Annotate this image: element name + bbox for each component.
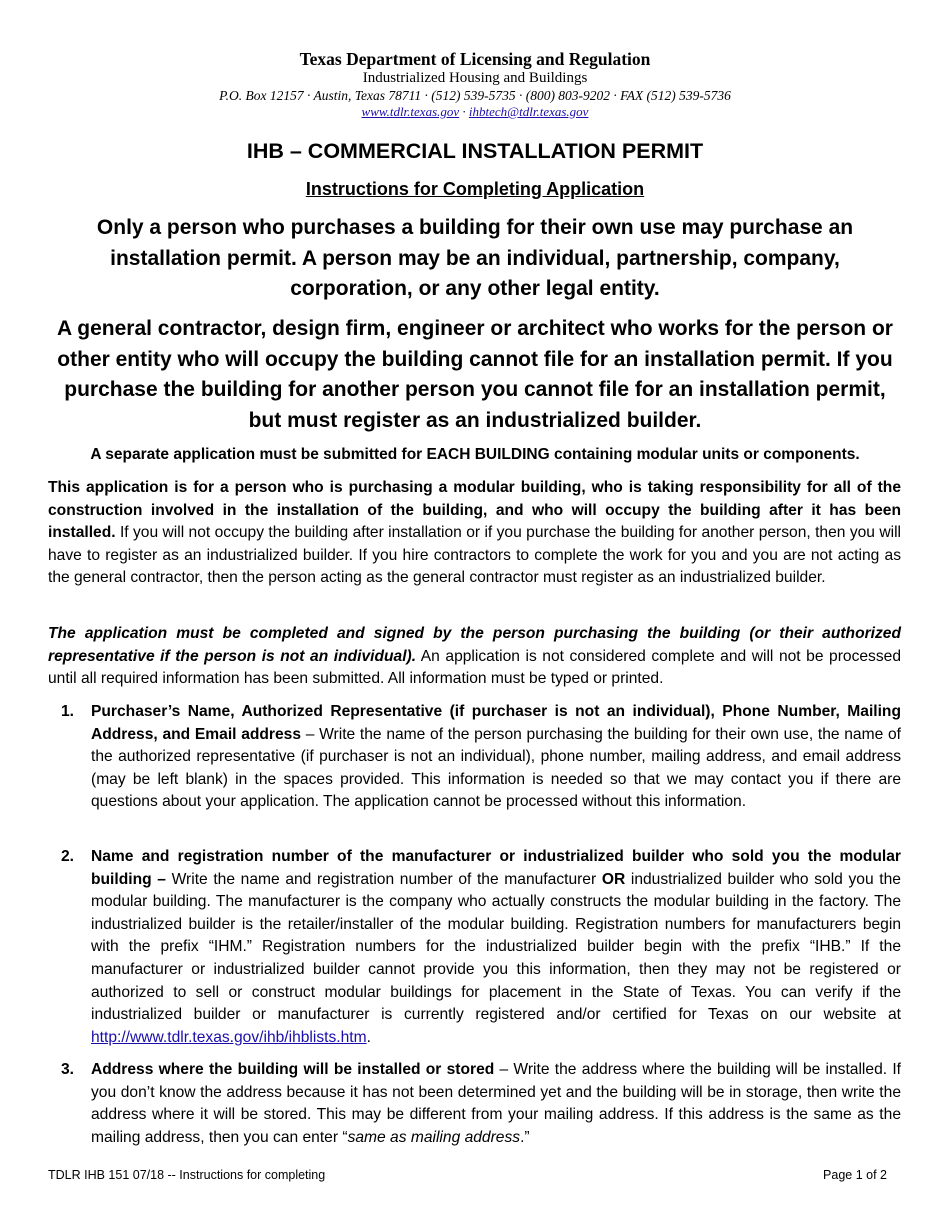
website-link[interactable]: www.tdlr.texas.gov — [361, 104, 460, 119]
list-item-number: 3. — [61, 1061, 75, 1078]
page-title: IHB – COMMERCIAL INSTALLATION PERMIT — [246, 139, 704, 163]
list-item-text: – Write the name of the person purchasing the building for their own use, the name of the authorized representative (if purchaser is not an individual), phone number, mailing address, and email address (may be left blank) in the spaces provided. This information is needed so that we may contact you if there are questions about your application. The application cannot be processed without this information. — [91, 725, 901, 811]
list-item-text: – Write the address where the building will be installed. If you don’t know the address because it has not been determined yet and the building will be in storage, then write the address where it will be stored. This may be different from your mailing address. If this address is the same as the mailing address, then you can enter “ — [91, 1061, 901, 1146]
footer-form-id: TDLR IHB 151 07/18 -- Instructions for completing — [48, 1168, 326, 1182]
eligibility-notice: Only a person who purchases a building for their own use may purchase an installation permit. A person may be an individual, partnership, company, corporation, or any other legal entity. — [96, 216, 854, 300]
list-item-heading: Purchaser’s Name, Authorized Representative (if purchaser is not an individual), Phone Number, Mailing Address, and Email address — [91, 703, 901, 743]
contractor-notice: A general contractor, design firm, engineer or architect who works for the person or other entity who will occupy the building cannot file for an installation permit. If you purchase the building for another person you cannot file for an installation permit, but must register as an industrialized builder. — [57, 317, 893, 432]
ihb-lists-link[interactable]: http://www.tdlr.texas.gov/ihb/ihblists.htm — [91, 1028, 367, 1046]
signature-text: An application is not considered complete and will not be processed until all required information has been submitted. All information must be typed or printed. — [48, 647, 901, 688]
intro-text: If you will not occupy the building after installation or if you purchase the building for another person, then you will have to register as an industrialized builder. If you hire contractors to complete the work for you and you are not acting as the general contractor, then the person acting as the general contractor must register as an industrialized builder. — [48, 524, 901, 587]
list-item — [48, 1059, 901, 1149]
list-item-number: 2. — [61, 848, 75, 865]
list-item-text: Write the name and registration number of the manufacturer — [165, 870, 602, 888]
list-item-end: . — [366, 1028, 371, 1046]
header-links — [0, 104, 950, 120]
link-separator: · — [459, 104, 469, 119]
list-item-emphasis: OR — [601, 870, 626, 888]
list-item-end: .” — [520, 1128, 530, 1146]
agency-name: Texas Department of Licensing and Regulation — [299, 49, 651, 69]
list-item — [48, 701, 901, 814]
signature-bold-italic-text: The application must be completed and signed by the person purchasing the building (or their authorized representative if the person is not an individual). — [48, 625, 901, 665]
list-item-heading: Name and registration number of the manufacturer or industrialized builder who sold you the modular building – — [91, 848, 901, 888]
intro-bold-text: This application is for a person who is purchasing a modular building, who is taking responsibility for all of the construction involved in the installation of the building, and who will occupy the building after it has been installed. — [48, 479, 901, 542]
list-item-italic: same as mailing address — [347, 1128, 521, 1146]
email-link[interactable]: ihbtech@tdlr.texas.gov — [468, 104, 589, 119]
separate-application-note: A separate application must be submitted for EACH BUILDING containing modular units or components. — [90, 446, 860, 463]
footer-page-number: Page 1 of 2 — [823, 1168, 887, 1182]
list-item-heading: Address where the building will be installed or stored — [91, 1061, 495, 1078]
intro-paragraph — [48, 477, 901, 590]
list-item-number: 1. — [61, 703, 75, 720]
page-subtitle: Instructions for Completing Application — [305, 179, 645, 199]
list-item-text: industrialized builder who sold you the modular building. The manufacturer is the company who actually constructs the modular building in the factory. The industrialized builder is the retailer/installer of the modular building. Registration numbers for manufacturers begin with the prefix “IHM.” Registration numbers for the industrialized builder begin with the prefix “IHB.” If the manufacturer or industrialized builder cannot provide you this information, then they may not be registered or authorized to sell or construct modular buildings for placement in the State of Texas. You can verify if the industrialized builder or manufacturer is currently registered and/or certified for Texas on our website at — [91, 870, 901, 1024]
contact-info: P.O. Box 12157 · Austin, Texas 78711 · (512) 539-5735 · (800) 803-9202 · FAX (512) 539-5736 — [219, 88, 731, 103]
division-name: Industrialized Housing and Buildings — [362, 70, 588, 86]
signature-paragraph — [48, 623, 901, 691]
list-item — [48, 846, 901, 1049]
